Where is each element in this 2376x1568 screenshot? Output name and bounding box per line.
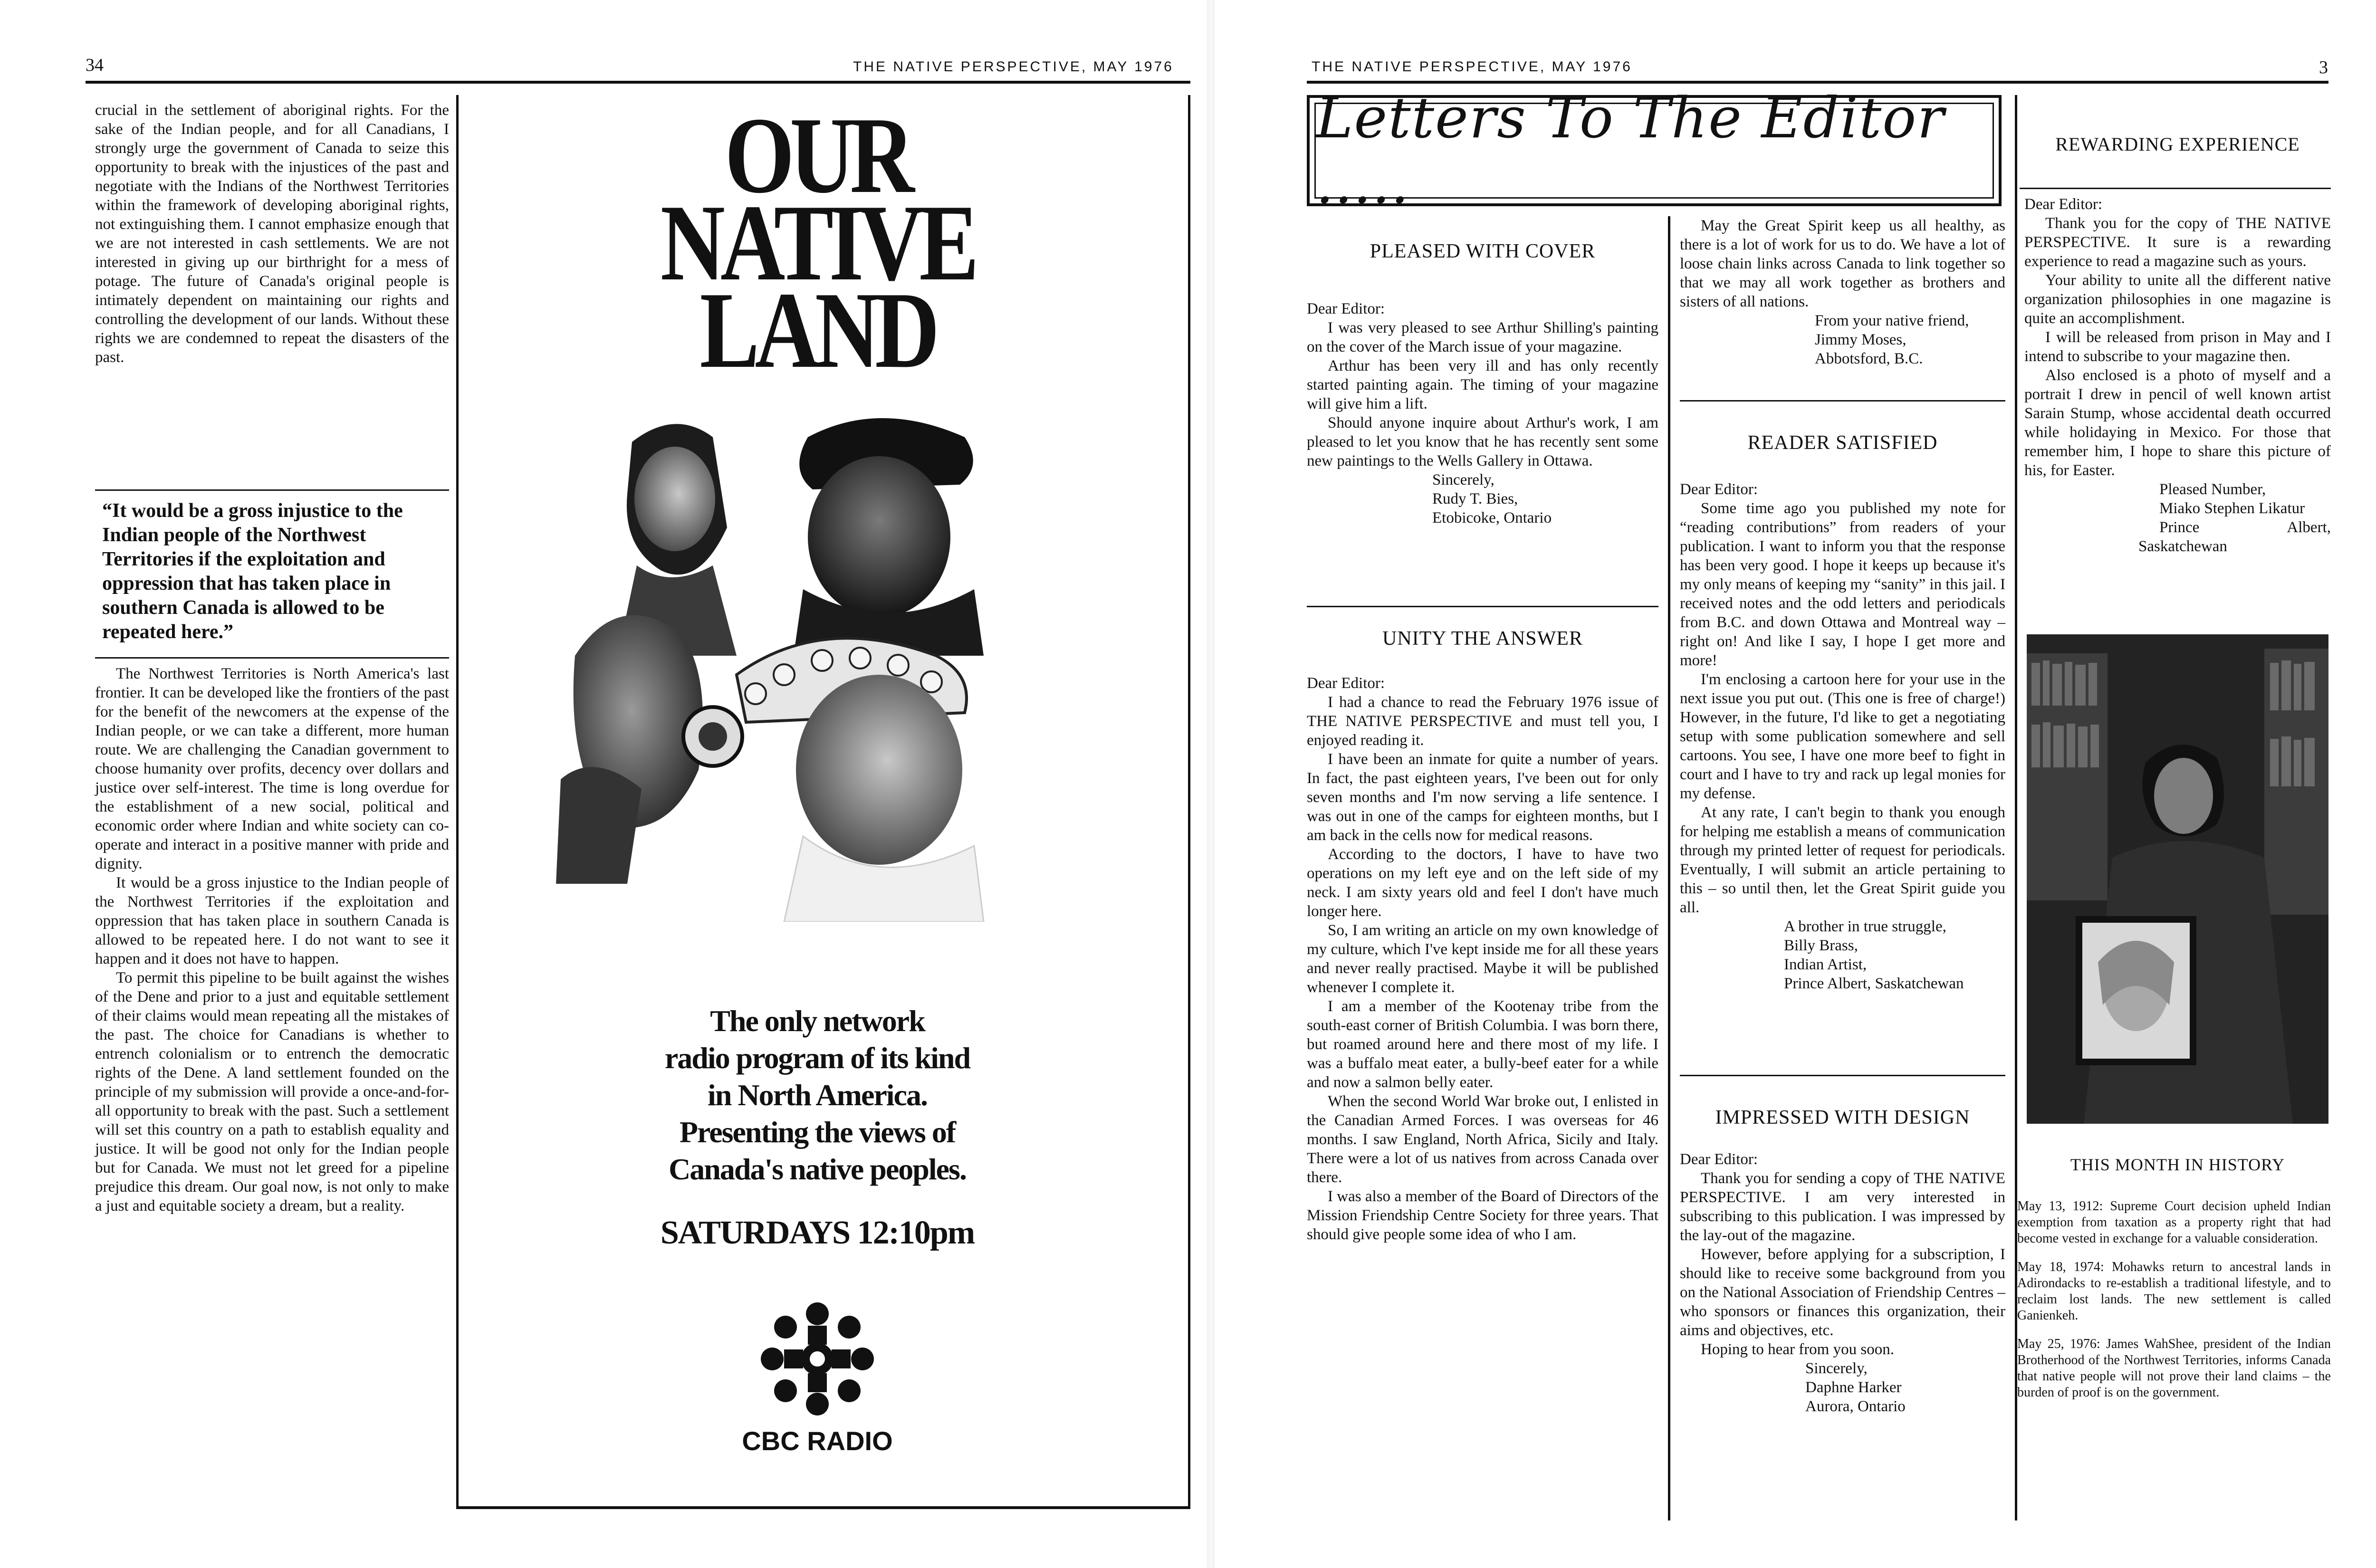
ad-title-line: NATIVE — [660, 182, 975, 303]
pull-quote: “It would be a gross injustice to the Indian people of the Northwest Territories if the exploitation and oppression that has taken place in southern Canada is allowed to be repeated here.” — [102, 500, 403, 643]
letter-paragraph: Thank you for the copy of THE NATIVE PERSPECTIVE. It sure is a rewarding experience to read a magazine such as yours. — [2024, 215, 2331, 270]
letter-heading: PLEASED WITH COVER — [1370, 240, 1596, 262]
letter-salutation: Dear Editor: — [1680, 1151, 1758, 1168]
header-rule — [86, 81, 1190, 84]
ad-title — [532, 95, 1102, 391]
letter-paragraph: I have been an inmate for quite a number of years. In fact, the past eighteen years, I've been out for only seven months and I'm now serving a life sentence. I was out in one of the camps for eighteen months, but I am back in the cells now for medical reasons. — [1307, 751, 1658, 844]
letter-salutation: Dear Editor: — [2024, 196, 2103, 213]
letter-reader-satisfied — [1680, 480, 2005, 993]
letter-paragraph: Should anyone inquire about Arthur's work, I am pleased to let you know that he has recently sent some new paintings to the Wells Gallery in Ottawa. — [1307, 414, 1658, 469]
letter-paragraph: At any rate, I can't begin to thank you enough for helping me establish a means of communication through my printed letter of request for periodicals. Eventually, I will submit an article pertaining to this – so until then, let the Great Spirit guide you all. — [1680, 804, 2005, 916]
letter-paragraph: Arthur has been very ill and has only recently started painting again. The timing of your magazine will give him a lift. — [1307, 357, 1658, 412]
letter-pleased-with-cover — [1307, 299, 1658, 527]
ad-tagline — [532, 1003, 1102, 1188]
letter-paragraph: I was very pleased to see Arthur Shilling's painting on the cover of the March issue of your magazine. — [1307, 319, 1658, 355]
letter-paragraph: When the second World War broke out, I enlisted in the Canadian Armed Forces. I was overseas for 46 months. I saw England, North Africa, Sicily and Italy. There were a lot of us natives from across Canada over there. — [1307, 1093, 1658, 1186]
ad-title-line: LAND — [699, 269, 935, 391]
ad-tagline-line: in North America. — [708, 1078, 927, 1112]
page-number: 34 — [86, 55, 104, 75]
ad-tagline-line: Canada's native peoples. — [669, 1152, 966, 1186]
column-divider — [456, 95, 459, 1509]
letter-salutation: Dear Editor: — [1307, 300, 1385, 317]
letter-paragraph: However, before applying for a subscription, I should like to receive some background from you on the National Association of Friendship Centres – who sponsors or finances this organization, their aims and objectives, etc. — [1680, 1246, 2005, 1339]
letter-signoff: Aurora, Ontario — [1805, 1398, 1906, 1415]
letter-signoff: Etobicoke, Ontario — [1432, 509, 1552, 526]
letter-heading: REWARDING EXPERIENCE — [2055, 134, 2300, 155]
letter-paragraph: I'm enclosing a cartoon here for your use in the next issue you put out. (This one is free of charge!) However, in the future, I'd like to get a negotiating setup with some publication somewhere and sell cartoons. You see, I have one more beef to fight in court and I have to try and rack up legal monies for my defense. — [1680, 671, 2005, 802]
article-paragraph: The Northwest Territories is North America's last frontier. It can be developed like the frontiers of the past for the benefit of the newcomers at the expense of the Indian people, or we can take a different, more human route. We are challenging the Canadian government to choose humanity over profits, decency over dollars and justice over self-interest. The time is long overdue for the establishment of a new social, political and economic order where Indian and white society can co-operate and interact in a positive manner with pride and dignity. — [95, 665, 449, 872]
cbc-logo-icon — [756, 1297, 879, 1421]
letter-paragraph: I had a chance to read the February 1976 issue of THE NATIVE PERSPECTIVE and must tell you, I enjoyed reading it. — [1307, 694, 1658, 749]
letter-impressed-with-design — [1680, 1150, 2005, 1416]
letter-signoff: Jimmy Moses, — [1815, 331, 1907, 348]
letter-heading: IMPRESSED WITH DESIGN — [1715, 1107, 1970, 1128]
letter-salutation: Dear Editor: — [1680, 481, 1758, 498]
letter-paragraph: Some time ago you published my note for “reading contributions” from readers of your publication. I want to inform you that the response has been very good. I hope it keeps up because it's my only means of keeping my “sanity” in this jail. I received notes and the odd letters and periodicals from B.C. and down Ottawa and Montreal way – right on! And like I say, I hope I get more and more! — [1680, 500, 2005, 669]
pull-quote-rule-top — [95, 489, 449, 491]
letter-signoff: Sincerely, — [1432, 471, 1495, 488]
running-head: THE NATIVE PERSPECTIVE, MAY 1976 — [853, 59, 1174, 75]
letter-paragraph: According to the doctors, I have to have two operations on my left eye and on the left side of my neck. I am sixty years old and feel I don't have much longer here. — [1307, 846, 1658, 920]
letter-signoff: Billy Brass, — [1784, 937, 1858, 954]
history-entries — [2017, 1198, 2331, 1413]
letter-signoff: Abbotsford, B.C. — [1815, 350, 1923, 367]
ad-title-line: OUR — [725, 95, 910, 216]
letter-paragraph: I was also a member of the Board of Directors of the Mission Friendship Centre Society for three years. That should give people some idea of who I am. — [1307, 1188, 1658, 1243]
cbc-radio-label — [675, 1425, 960, 1456]
letter-signoff: Prince Albert, Saskatchewan — [1784, 975, 1964, 992]
letter-signoff: Miako Stephen Likatur — [2159, 500, 2305, 517]
article-paragraph: crucial in the settlement of aboriginal rights. For the sake of the Indian people, and for all Canadians, I strongly urge the government of Canada to seize this opportunity to break with the injustices of the past and negotiate with the Indians of the Northwest Territories within the framework of developing aboriginal rights, not extinguishing them. I cannot emphasize enough that we are not interested in cash settlements. We are not interested in giving up our birthright for a mess of potage. The future of Canada's original people is intimately dependent on maintaining our rights and controlling the development of our lands. Without these rights we are condemned to repeat the disasters of the past. — [95, 102, 449, 366]
column-divider-middle — [1668, 216, 1670, 1520]
letter-paragraph: May the Great Spirit keep us all healthy, as there is a lot of work for us to do. We have a lot of loose chain links across Canada to link together so that we may all work together as brothers and sisters of all nations. — [1680, 217, 2005, 310]
letter-signoff: Rudy T. Bies, — [1432, 490, 1518, 507]
letter-signoff: From your native friend, — [1815, 312, 1969, 329]
letter-paragraph: Also enclosed is a photo of myself and a portrait I drew in pencil of well known artist Sarain Stump, whose accidental death occurred while holidaying in Mexico. For those that remember him, I hope to share this picture of his, for Easter. — [2024, 367, 2331, 479]
letter-signoff: Indian Artist, — [1784, 956, 1867, 973]
ad-tagline-line: The only network — [710, 1004, 925, 1038]
letter-paragraph: I will be released from prison in May and I intend to subscribe to your magazine then. — [2024, 329, 2331, 365]
pull-quote-rule-bottom — [95, 657, 449, 659]
letter-signoff: Pleased Number, — [2159, 481, 2266, 498]
letter-unity-the-answer — [1307, 674, 1658, 1244]
letter-signoff: Daphne Harker — [1805, 1379, 1902, 1396]
ad-tagline-line: radio program of its kind — [664, 1041, 970, 1075]
letter-separator — [2020, 188, 2331, 189]
running-head: THE NATIVE PERSPECTIVE, MAY 1976 — [1312, 59, 1632, 75]
letter-paragraph: I am a member of the Kootenay tribe from the south-east corner of British Columbia. I was born there, but roamed around here and there most of my life. I was a buffalo meat eater, a bully-beef eater for a while and now a salmon belly eater. — [1307, 998, 1658, 1091]
ad-tagline-line: Presenting the views of — [679, 1115, 956, 1149]
ad-broadcast-time — [532, 1214, 1102, 1252]
history-entry: May 18, 1974: Mohawks return to ancestral lands in Adirondacks to re-establish a traditional lifestyle, and to reclaim lost lands. The new settlement is called Ganienkeh. — [2017, 1260, 2331, 1323]
article-column-bottom — [95, 664, 449, 1215]
header-rule — [1307, 81, 2328, 84]
letter-rewarding-experience — [2024, 195, 2331, 556]
ad-border-right — [1188, 95, 1190, 1509]
portrait-collage-image — [556, 409, 1060, 922]
masthead-title: Letters To The Editor ..... — [1316, 85, 1945, 216]
ad-border-bottom — [456, 1506, 1190, 1509]
article-paragraph: To permit this pipeline to be built against the wishes of the Dene and prior to a just and equitable settlement of their claims would mean repeating all the mistakes of the past. The choice for Canadians is whether to entrench colonialism or to entrench the democratic rights of the Dene. A land settlement founded on the principle of my submission will provide a once-and-for-all opportunity to break with the past. Such a settlement will set this country on a path to establish equality and justice. It will be good not only for the Indian people but for Canada. We must not let greed for a pipeline prejudice this dream. Our goal now, is not only to make a just and equitable society a dream, but a reality. — [95, 969, 449, 1214]
letter-unity-continued — [1680, 216, 2005, 368]
letter-paragraph: Hoping to hear from you soon. — [1701, 1341, 1894, 1358]
letter-paragraph: Your ability to unite all the different native organization philosophies in one magazine is quite an accomplishment. — [2024, 272, 2331, 327]
history-entry: May 25, 1976: James WahShee, president of the Indian Brotherhood of the Northwest Territories, informs Canada that native people will not prove their land claims – the burden of proof is on the government. — [2017, 1337, 2331, 1400]
letter-separator — [1307, 606, 1658, 607]
letter-signoff: A brother in true struggle, — [1784, 918, 1946, 935]
right-page — [1212, 0, 2376, 1568]
letter-separator — [1680, 400, 2005, 402]
article-paragraph: It would be a gross injustice to the Indian people of the Northwest Territories if the exploitation and oppression that has taken place in southern Canada is allowed to be repeated here. I do not want to see it happen and it does not have to happen. — [95, 874, 449, 967]
article-column-top — [95, 101, 449, 367]
letter-heading: READER SATISFIED — [1747, 432, 1938, 454]
letter-paragraph: Thank you for sending a copy of THE NATIVE PERSPECTIVE. I am very interested in subscribing to this publication. I was impressed by the lay-out of the magazine. — [1680, 1170, 2005, 1244]
prisoner-portrait-photo — [2027, 634, 2328, 1124]
page-number: 3 — [2319, 57, 2328, 77]
letter-signoff: Sincerely, — [1805, 1360, 1868, 1377]
letters-masthead — [1307, 85, 2002, 216]
letter-salutation: Dear Editor: — [1307, 675, 1385, 692]
letter-separator — [1680, 1075, 2005, 1076]
letter-signoff: Prince Albert, Saskatchewan — [2138, 519, 2331, 555]
ad-time-text: SATURDAYS 12:10pm — [660, 1214, 975, 1251]
masthead-frame — [1314, 85, 1994, 216]
letter-paragraph: So, I am writing an article on my own knowledge of my culture, which I've kept inside me for all these years and never really practised. Maybe it will be published whenever I complete it. — [1307, 922, 1658, 996]
history-entry: May 13, 1912: Supreme Court decision upheld Indian exemption from taxation as a property right that had become vested in exchange for a valuable consideration. — [2017, 1199, 2331, 1246]
letter-heading: UNITY THE ANSWER — [1382, 628, 1583, 650]
cbc-radio-text: CBC RADIO — [742, 1426, 893, 1456]
history-heading: THIS MONTH IN HISTORY — [2070, 1155, 2285, 1174]
